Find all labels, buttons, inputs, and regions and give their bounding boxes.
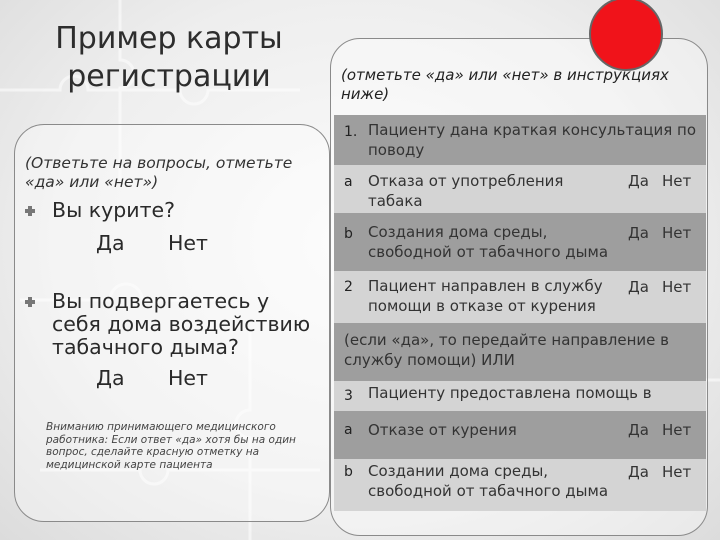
answer-yes-smoking[interactable]: Да [96, 231, 125, 255]
table-row [334, 411, 706, 459]
table-row [334, 165, 706, 213]
question-secondhand-smoke: Вы подвергаетесь у себя дома воздействию табачного дыма? [52, 289, 311, 360]
page-title: Пример карты регистрации [55, 21, 283, 95]
answer-no-smoking[interactable]: Нет [168, 231, 208, 255]
table-row [334, 323, 706, 381]
row-text: Отказа от употребления табака [368, 172, 564, 210]
table-row [334, 213, 706, 271]
answer-no[interactable]: Нет [662, 463, 692, 481]
answer-no[interactable]: Нет [662, 172, 692, 190]
row-number: a [344, 422, 353, 438]
answer-yes[interactable]: Да [628, 172, 649, 190]
table-row [334, 271, 706, 323]
answer-yes-secondhand[interactable]: Да [96, 366, 125, 390]
row-number: 2 [344, 279, 353, 295]
question-smoking: Вы курите? [52, 198, 176, 222]
row-text: Создания дома среды, свободной от табачного дыма [368, 223, 609, 261]
table-row [334, 459, 706, 511]
answer-yes[interactable]: Да [628, 278, 649, 296]
row-number: 3 [344, 388, 353, 404]
row-number: b [344, 226, 353, 242]
staff-note: Вниманию принимающего медицинского работника: Если ответ «да» хотя бы на один вопрос, сделайте красную отметку на медицинской карте пациента [46, 421, 296, 471]
answer-yes[interactable]: Да [628, 463, 649, 481]
row-number: a [344, 174, 353, 190]
row-text: Отказе от курения [368, 421, 517, 439]
answer-no[interactable]: Нет [662, 224, 692, 242]
row-text: Пациенту предоставлена помощь в [368, 384, 652, 402]
table-row [334, 115, 706, 165]
table-row [334, 381, 706, 411]
answer-no[interactable]: Нет [662, 421, 692, 439]
row-number: b [344, 464, 353, 480]
row-number: 1. [344, 124, 358, 140]
answer-yes[interactable]: Да [628, 421, 649, 439]
answer-no-secondhand[interactable]: Нет [168, 366, 208, 390]
red-mark-icon [589, 0, 663, 71]
answer-yes[interactable]: Да [628, 224, 649, 242]
row-text: Пациент направлен в службу помощи в отказе от курения [368, 277, 603, 315]
row-text: Пациенту дана краткая консультация по поводу [368, 121, 696, 159]
left-instructions: (Ответьте на вопросы, отметьте «да» или «нет») [25, 154, 293, 191]
right-instructions: (отметьте «да» или «нет» в инструкциях ниже) [341, 66, 669, 104]
answer-no[interactable]: Нет [662, 278, 692, 296]
row-text: Создании дома среды, свободной от табачного дыма [368, 462, 609, 500]
referral-note: (если «да», то передайте направление в службу помощи) ИЛИ [344, 331, 669, 369]
